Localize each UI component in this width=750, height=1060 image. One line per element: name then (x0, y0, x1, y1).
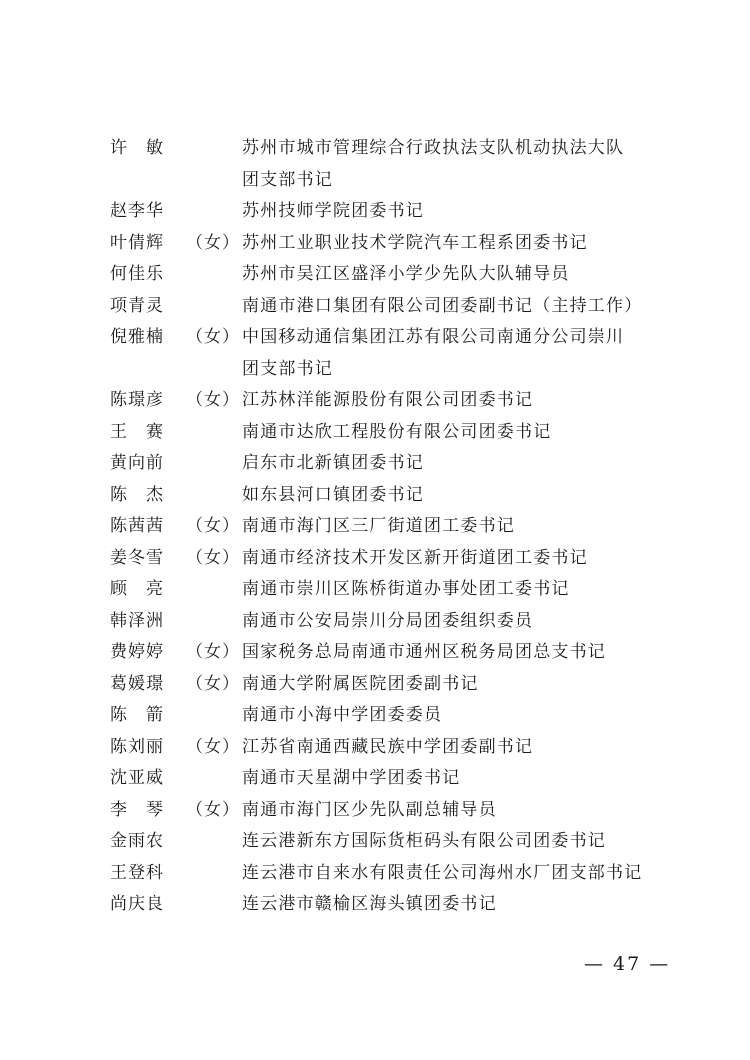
person-name: 赵李华 (110, 201, 164, 221)
position-title-line: 苏州市城市管理综合行政执法支队机动执法大队 (242, 138, 625, 158)
list-item (110, 228, 670, 260)
position-title (242, 637, 670, 669)
person-name: 陈璟彦 (110, 390, 164, 410)
position-title (242, 196, 670, 228)
page-number: — 47 — (584, 953, 671, 975)
person-name: 沈亚威 (110, 768, 164, 788)
list-item (110, 574, 670, 606)
position-title-line: 南通市海门区三厂街道团工委书记 (242, 516, 515, 536)
person-name: 李 琴 (110, 799, 164, 820)
position-title-line: 团支部书记 (242, 169, 333, 190)
list-item (110, 417, 670, 449)
person-name: 顾 亮 (110, 579, 164, 599)
position-title (242, 291, 670, 323)
position-title-line: 启东市北新镇团委书记 (242, 453, 424, 473)
person-name: 陈 箭 (110, 705, 164, 725)
position-title-line: 连云港市自来水有限责任公司海州水厂团支部书记 (242, 862, 643, 883)
gender-note: （女） (186, 547, 240, 568)
position-title-line: 连云港市赣榆区海头镇团委书记 (242, 894, 497, 914)
person-name: 王登科 (110, 862, 164, 883)
list-item (110, 196, 670, 228)
person-name: 金雨农 (110, 831, 164, 851)
position-title-line: 南通市公安局崇川分局团委组织委员 (242, 610, 534, 631)
list-item (110, 480, 670, 512)
position-title-line: 如东县河口镇团委书记 (242, 484, 424, 505)
list-item (110, 795, 670, 827)
list-item (110, 732, 670, 764)
list-item (110, 133, 670, 196)
person-name: 葛媛璟 (110, 673, 164, 694)
position-title (242, 259, 670, 291)
list-item (110, 826, 670, 858)
position-title (242, 480, 670, 512)
position-title-line: 国家税务总局南通市通州区税务局团总支书记 (242, 642, 606, 662)
list-item (110, 259, 670, 291)
person-name: 倪雅楠 (110, 327, 164, 347)
position-title (242, 858, 670, 890)
position-title (242, 448, 670, 480)
list-item (110, 763, 670, 795)
position-title (242, 228, 670, 260)
list-item (110, 448, 670, 480)
gender-note: （女） (186, 799, 240, 820)
person-name: 陈 杰 (110, 484, 164, 505)
position-title (242, 732, 670, 764)
list-item (110, 511, 670, 543)
person-name: 陈刘丽 (110, 736, 164, 757)
list-item (110, 385, 670, 417)
person-name: 黄向前 (110, 453, 164, 473)
person-name: 王 赛 (110, 421, 164, 442)
person-name: 姜冬雪 (110, 547, 164, 568)
position-title (242, 889, 670, 921)
position-title-line: 南通大学附属医院团委副书记 (242, 673, 479, 694)
position-title (242, 543, 670, 575)
gender-note: （女） (186, 516, 240, 536)
position-title-line: 南通市达欣工程股份有限公司团委书记 (242, 421, 552, 442)
person-name: 叶倩辉 (110, 232, 164, 253)
position-title-line: 南通市天星湖中学团委书记 (242, 768, 461, 788)
person-name: 费婷婷 (110, 642, 164, 662)
gender-note: （女） (186, 642, 240, 662)
person-name: 陈茜茜 (110, 516, 164, 536)
position-title-line: 中国移动通信集团江苏有限公司南通分公司崇川 (242, 327, 625, 347)
list-item (110, 291, 670, 323)
person-name: 韩泽洲 (110, 610, 164, 631)
position-title (242, 133, 670, 196)
position-title (242, 795, 670, 827)
gender-note: （女） (186, 673, 240, 694)
position-title-line: 苏州工业职业技术学院汽车工程系团委书记 (242, 232, 588, 253)
position-title (242, 385, 670, 417)
list-item (110, 700, 670, 732)
position-title-line: 南通市经济技术开发区新开街道团工委书记 (242, 547, 588, 568)
position-title (242, 669, 670, 701)
position-title-line: 江苏省南通西藏民族中学团委副书记 (242, 736, 534, 757)
list-item (110, 637, 670, 669)
person-name: 尚庆良 (110, 894, 164, 914)
position-title-line: 苏州技师学院团委书记 (242, 201, 424, 221)
person-name: 项青灵 (110, 295, 164, 316)
gender-note: （女） (186, 390, 240, 410)
list-item (110, 322, 670, 385)
position-title (242, 322, 670, 385)
position-title (242, 574, 670, 606)
position-title-line: 南通市小海中学团委委员 (242, 705, 443, 725)
position-title (242, 606, 670, 638)
gender-note: （女） (186, 327, 240, 347)
honoree-list (110, 133, 670, 921)
position-title (242, 763, 670, 795)
position-title (242, 826, 670, 858)
position-title (242, 511, 670, 543)
position-title-line: 南通市港口集团有限公司团委副书记（主持工作） (242, 295, 643, 316)
list-item (110, 543, 670, 575)
list-item (110, 669, 670, 701)
list-item (110, 606, 670, 638)
position-title-line: 南通市海门区少先队副总辅导员 (242, 799, 497, 820)
position-title (242, 417, 670, 449)
list-item (110, 889, 670, 921)
position-title (242, 700, 670, 732)
person-name: 何佳乐 (110, 264, 164, 284)
position-title-line: 江苏林洋能源股份有限公司团委书记 (242, 390, 534, 410)
position-title-line: 南通市崇川区陈桥街道办事处团工委书记 (242, 579, 570, 599)
position-title-line: 团支部书记 (242, 358, 333, 379)
person-name: 许 敏 (110, 138, 164, 158)
gender-note: （女） (186, 736, 240, 757)
position-title-line: 连云港新东方国际货柜码头有限公司团委书记 (242, 831, 606, 851)
gender-note: （女） (186, 232, 240, 253)
list-item (110, 858, 670, 890)
position-title-line: 苏州市吴江区盛泽小学少先队大队辅导员 (242, 264, 570, 284)
